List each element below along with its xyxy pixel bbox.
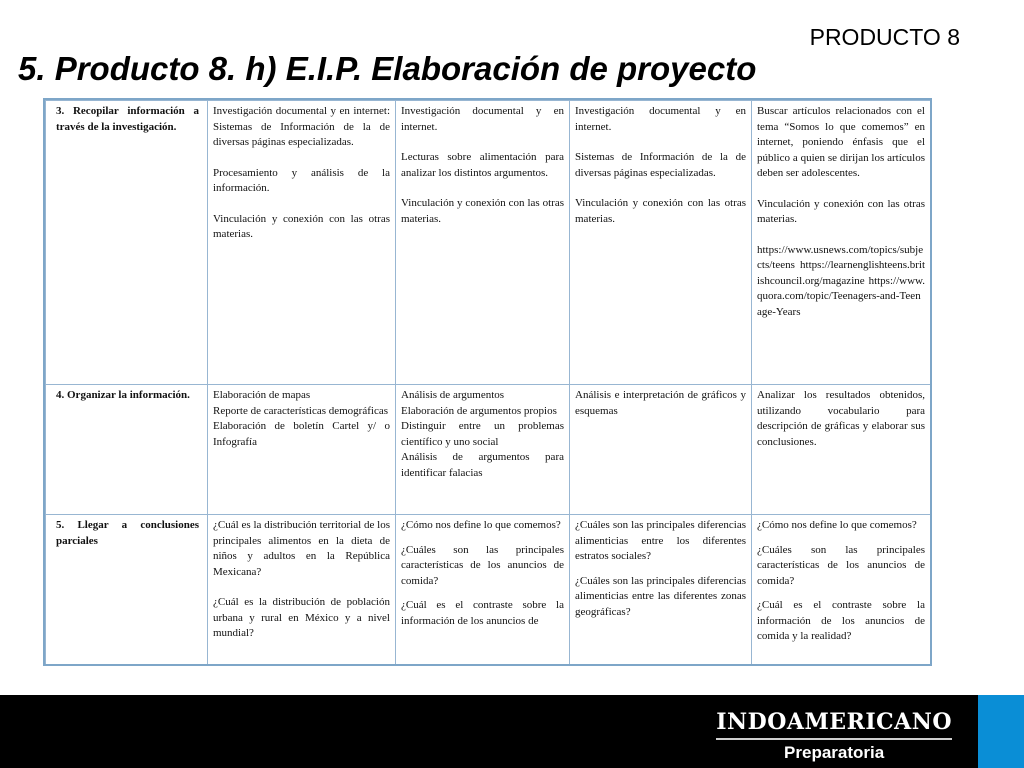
table-cell: Investigación documental y en internet: Sistemas de Información de la de diversas páginas especializadas. Procesamiento y análisis de la información. Vinculación y conexión con las otras materias. — [208, 101, 396, 385]
footer-bar — [0, 695, 1024, 768]
table-cell: Elaboración de mapas Reporte de características demográficas Elaboración de boletín Cartel y/ o Infografía — [208, 385, 396, 515]
table-cell: ¿Cómo nos define lo que comemos? ¿Cuáles son las principales características de los anuncios de comida? ¿Cuál es el contraste sobre la información de los anuncios de comida y la realidad? — [752, 515, 931, 665]
project-table-grid — [45, 100, 931, 665]
row-header-cell: 5. Llegar a conclusiones parciales — [46, 515, 208, 665]
table-row — [46, 101, 931, 385]
row-header-cell: 3. Recopilar información a través de la investigación. — [46, 101, 208, 385]
table-row — [46, 385, 931, 515]
slide-title: 5. Producto 8. h) E.I.P. Elaboración de proyecto — [18, 50, 757, 87]
product-label: PRODUCTO 8 — [809, 24, 960, 50]
row-header-cell: 4. Organizar la información. — [46, 385, 208, 515]
table-cell: Investigación documental y en internet. Lecturas sobre alimentación para analizar los distintos argumentos. Vinculación y conexión con las otras materias. — [396, 101, 570, 385]
table-cell: ¿Cómo nos define lo que comemos? ¿Cuáles son las principales características de los anuncios de comida? ¿Cuál es el contraste sobre la información de los anuncios de — [396, 515, 570, 665]
table-cell: Análisis e interpretación de gráficos y esquemas — [570, 385, 752, 515]
footer-accent-block — [978, 695, 1024, 768]
table-cell: Analizar los resultados obtenidos, utilizando vocabulario para descripción de gráficas y elaborar sus conclusiones. — [752, 385, 931, 515]
brand-subtitle: Preparatoria — [784, 743, 885, 762]
brand-logo — [716, 709, 952, 763]
table-row — [46, 515, 931, 665]
table-cell: ¿Cuál es la distribución territorial de los principales alimentos en la dieta de niños y adultos en la República Mexicana? ¿Cuál es la distribución de población urbana y rural en México y a nivel mundial? — [208, 515, 396, 665]
table-cell: Análisis de argumentos Elaboración de argumentos propios Distinguir entre un problemas científico y uno social Análisis de argumentos para identificar falacias — [396, 385, 570, 515]
project-table — [43, 98, 932, 666]
table-cell: Buscar artículos relacionados con el tema “Somos lo que comemos” en internet, poniendo énfasis que el público a quien se dirijan los artículos deben ser adolescentes. Vinculación y conexión con las otras materias. https://www.usnews.com/topics/subjects/teens https://learnenglishteens.britishcouncil.org/magazine https://www.quora.com/topic/Teenagers-and-Teenage-Years — [752, 101, 931, 385]
brand-divider — [716, 738, 952, 740]
table-cell: ¿Cuáles son las principales diferencias alimenticias entre los diferentes estratos sociales? ¿Cuáles son las principales diferencias alimenticias entre las diferentes zonas geográficas? — [570, 515, 752, 665]
brand-name: INDOAMERICANO — [716, 709, 952, 735]
table-cell: Investigación documental y en internet. Sistemas de Información de la de diversas páginas especializadas. Vinculación y conexión con las otras materias. — [570, 101, 752, 385]
